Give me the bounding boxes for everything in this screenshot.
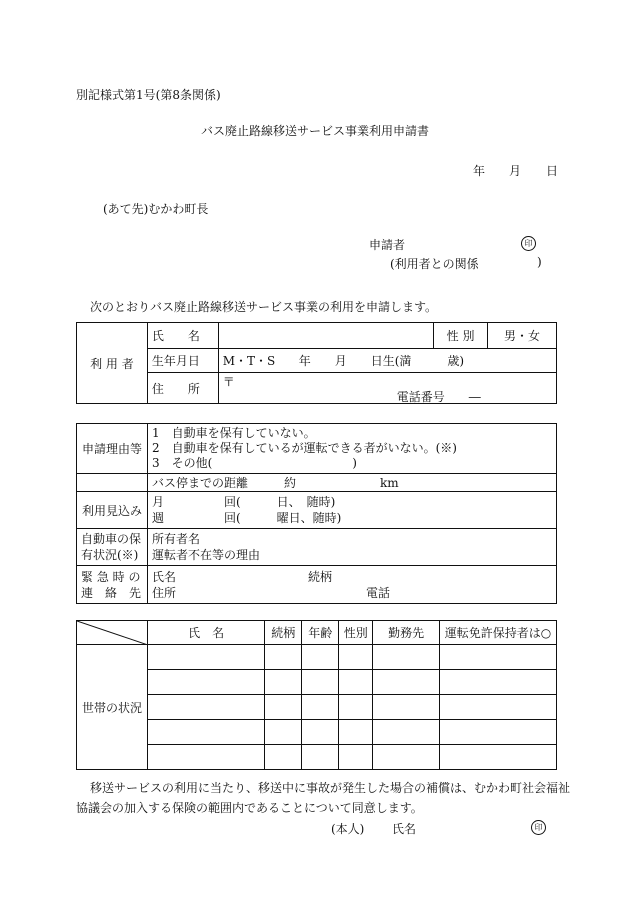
reason-table: [76, 423, 557, 604]
signature-name-label: 氏名: [392, 822, 417, 836]
distance-blank: [77, 474, 148, 492]
birth-era: M・T・S: [222, 354, 276, 368]
signature-seal: 印: [531, 820, 546, 835]
hh-cell[interactable]: [265, 720, 302, 745]
hh-cell[interactable]: [265, 695, 302, 720]
hh-cell[interactable]: [147, 695, 264, 720]
hh-header-license: 運転免許保持者は○: [440, 621, 557, 645]
address-label: 住 所: [147, 373, 218, 404]
date-year: 年: [473, 164, 486, 178]
reason-options[interactable]: [147, 424, 556, 474]
postal-mark: 〒: [222, 375, 235, 389]
car-label-1: 自動車の保: [81, 532, 142, 546]
name-field[interactable]: [218, 323, 433, 349]
hh-cell[interactable]: [302, 745, 339, 770]
reason-3-close: ): [352, 456, 357, 470]
emg-relation: 続柄: [307, 569, 332, 584]
hh-header-workplace: 勤務先: [373, 621, 440, 645]
corner-cell: [77, 621, 148, 645]
usage-field[interactable]: [147, 492, 556, 529]
hh-cell[interactable]: [373, 645, 440, 670]
diagonal-line: [77, 621, 148, 645]
addressee: (あて先)むかわ町長: [103, 202, 209, 216]
hh-cell[interactable]: [302, 670, 339, 695]
name-label: 氏 名: [147, 323, 218, 349]
hh-cell[interactable]: [339, 670, 373, 695]
hh-cell[interactable]: [265, 645, 302, 670]
gender-label: 性 別: [434, 323, 488, 349]
reason-3: 3 その他(: [151, 456, 213, 470]
owner-name: 所有者名: [151, 532, 200, 546]
hh-cell[interactable]: [265, 745, 302, 770]
hh-cell[interactable]: [302, 645, 339, 670]
emg-phone: 電話: [365, 585, 390, 600]
hh-header-gender: 性別: [339, 621, 373, 645]
consent-line-2: 協議会の加入する保険の範囲内であることについて同意します。: [76, 801, 423, 815]
bus-stop-distance[interactable]: バス停までの距離 約 km: [147, 474, 556, 492]
consent-line-1: 移送サービスの利用に当たり、移送中に事故が発生した場合の補償は、むかわ町社会福祉: [90, 781, 571, 795]
household-side-label: 世帯の状況: [77, 645, 148, 770]
hh-cell[interactable]: [265, 670, 302, 695]
hh-cell[interactable]: [440, 670, 557, 695]
hh-cell[interactable]: [440, 720, 557, 745]
emergency-field[interactable]: [147, 566, 556, 604]
hh-cell[interactable]: [147, 745, 264, 770]
hh-header-age: 年齢: [302, 621, 339, 645]
date-day: 日: [546, 164, 559, 178]
hh-cell[interactable]: [440, 695, 557, 720]
address-field[interactable]: [218, 373, 556, 404]
car-label: [77, 529, 148, 566]
hh-cell[interactable]: [302, 720, 339, 745]
user-group-label: 利 用 者: [77, 323, 148, 404]
household-table: [76, 620, 557, 770]
hh-cell[interactable]: [147, 670, 264, 695]
hh-cell[interactable]: [147, 645, 264, 670]
hh-cell[interactable]: [302, 695, 339, 720]
birth-label: 生年月日: [147, 349, 218, 373]
birth-ymd: 年 月 日生(満 歳): [298, 354, 465, 368]
hh-header-name: 氏 名: [147, 621, 264, 645]
gender-options[interactable]: 男・女: [488, 323, 557, 349]
usage-month: 月 回( 日、 随時): [151, 495, 336, 509]
hh-cell[interactable]: [339, 695, 373, 720]
emg-address: 住所: [151, 585, 176, 600]
birth-field[interactable]: [218, 349, 556, 373]
phone-label: 電話番号 ―: [396, 390, 481, 404]
reason-label: 申請理由等: [77, 424, 148, 474]
hh-cell[interactable]: [373, 695, 440, 720]
hh-cell[interactable]: [339, 645, 373, 670]
date-month: 月: [509, 164, 522, 178]
hh-cell[interactable]: [440, 645, 557, 670]
form-number: 別記様式第1号(第8条関係): [76, 88, 221, 102]
hh-cell[interactable]: [373, 720, 440, 745]
hh-cell[interactable]: [339, 745, 373, 770]
hh-cell[interactable]: [440, 745, 557, 770]
self-label: (本人): [331, 822, 365, 836]
reason-1: 1 自動車を保有していない。: [151, 426, 316, 440]
emergency-label-1: 緊 急 時 の: [81, 569, 141, 584]
applicant-label: 申請者: [369, 238, 406, 252]
hh-cell[interactable]: [147, 720, 264, 745]
reason-2: 2 自動車を保有しているが運転できる者がいない。(※): [151, 441, 457, 455]
hh-cell[interactable]: [373, 670, 440, 695]
intro-text: 次のとおりバス廃止路線移送サービス事業の利用を申請します。: [90, 300, 438, 314]
emg-name: 氏名: [151, 569, 176, 584]
hh-cell[interactable]: [339, 720, 373, 745]
emergency-label: [77, 566, 148, 604]
usage-week: 週 回( 曜日、随時): [151, 511, 342, 525]
car-label-2: 有状況(※): [81, 548, 139, 562]
usage-label: 利用見込み: [77, 492, 148, 529]
relation-label: (利用者との関係: [390, 257, 479, 271]
user-info-table: [76, 322, 557, 404]
relation-close: ): [537, 255, 542, 269]
seal-mark: 印: [521, 236, 536, 251]
emergency-label-2: 連 絡 先: [81, 585, 142, 600]
car-field[interactable]: [147, 529, 556, 566]
no-driver-reason: 運転者不在等の理由: [151, 548, 260, 562]
hh-cell[interactable]: [373, 745, 440, 770]
hh-header-relation: 続柄: [265, 621, 302, 645]
form-title: バス廃止路線移送サービス事業利用申請書: [200, 124, 429, 138]
